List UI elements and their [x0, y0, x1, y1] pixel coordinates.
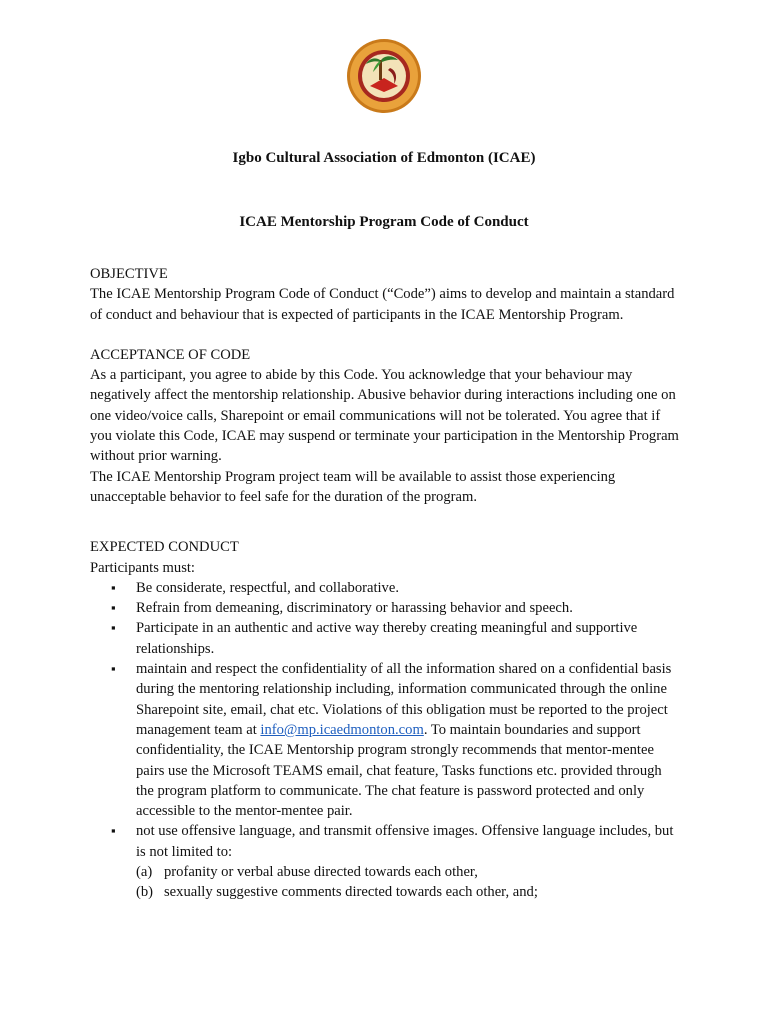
acceptance-paragraph-2: The ICAE Mentorship Program project team will be available to assist those experiencing unacceptable behavior to feel safe for the duration of the program. — [90, 468, 616, 505]
sub-item-text: sexually suggestive comments directed towards each other, and; — [164, 884, 538, 901]
list-item: ▪ Participate in an authentic and active way thereby creating meaningful and supportive relationships. — [90, 618, 680, 659]
objective-paragraph: The ICAE Mentorship Program Code of Conduct (“Code”) aims to develop and maintain a standard of conduct and behaviour that is expected of participants in the ICAE Mentorship Program. — [90, 286, 675, 323]
expected-conduct-intro: Participants must: — [90, 559, 195, 576]
document-body — [90, 264, 680, 903]
offensive-language-text: not use offensive language, and transmit offensive images. Offensive language includes, but is not limited to: — [136, 823, 674, 860]
contact-email-link[interactable]: info@mp.icaedmonton.com — [260, 721, 424, 738]
list-item: ▪ Be considerate, respectful, and collaborative. — [90, 578, 680, 598]
sub-item-label: (b) — [136, 884, 154, 901]
icae-crest-logo-icon — [346, 38, 422, 114]
confidentiality-text-end: . To maintain boundaries and support confidentiality, the ICAE Mentorship program strongly recommends that mentor-mentee pairs use the Microsoft TEAMS email, chat feature, Tasks functions etc. provided through the program platform to communicate. The chat feature is password protected and only accessible to the mentor-mentee pair. — [136, 721, 662, 820]
confidentiality-text-start: maintain and respect the confidentiality of all the information shared on a confidential basis during the mentoring relationship including, information communicated through the online Sharepoint site, email, chat etc. Violations of this obligation must be reported to the project management team at — [136, 661, 672, 738]
list-item: ▪ Refrain from demeaning, discriminatory or harassing behavior and speech. — [90, 598, 680, 618]
acceptance-paragraph-1: As a participant, you agree to abide by this Code. You acknowledge that your behaviour may negatively affect the mentorship relationship. Abusive behavior during interactions including one on one video/voice calls, Sharepoint or email communications will not be tolerated. You agree that if you violate this Code, ICAE may suspend or terminate your participation in the Mentorship Program without prior warning. — [90, 367, 679, 465]
sub-item-text: profanity or verbal abuse directed towards each other, — [164, 864, 478, 881]
objective-heading: OBJECTIVE — [90, 266, 168, 282]
sub-item — [136, 862, 680, 882]
list-item-offensive-language — [90, 821, 680, 902]
document-title: ICAE Mentorship Program Code of Conduct — [239, 214, 529, 230]
organization-title: Igbo Cultural Association of Edmonton (ICAE) — [232, 150, 536, 166]
list-item-confidentiality — [90, 659, 680, 821]
acceptance-heading: ACCEPTANCE OF CODE — [90, 346, 251, 363]
conduct-list — [90, 578, 680, 903]
sub-item-label: (a) — [136, 864, 153, 881]
sub-item — [136, 882, 680, 902]
expected-conduct-heading: EXPECTED CONDUCT — [90, 539, 239, 556]
